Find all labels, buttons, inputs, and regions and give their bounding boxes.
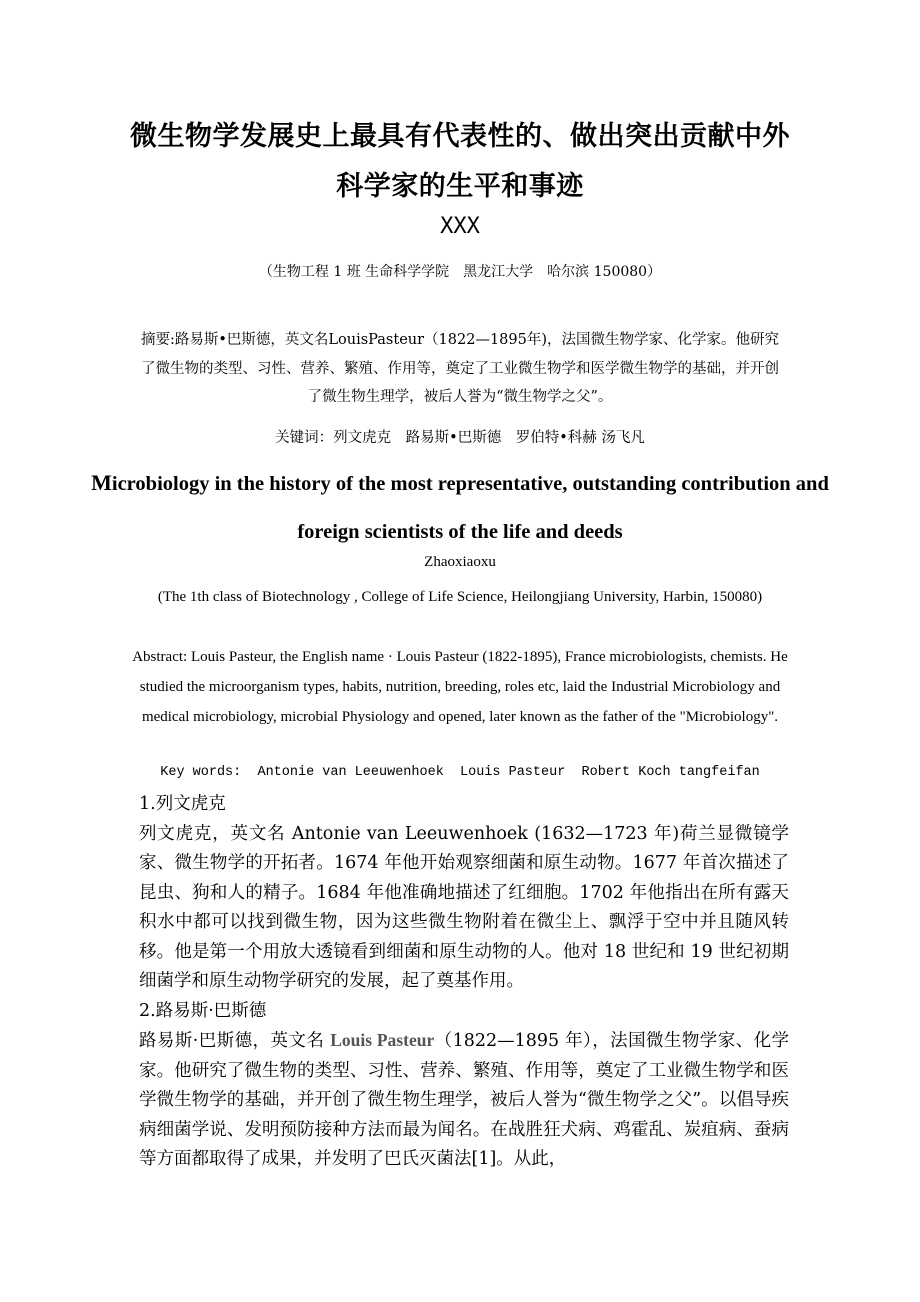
section-2-text-before: 路易斯·巴斯德，英文名 (139, 1031, 331, 1051)
english-keywords: Key words: Antonie van Leeuwenhoek Louis Pasteur Robert Koch tangfeifan (160, 765, 760, 780)
section-2-text-after: （1822—1895 年），法国微生物学家、化学家。他研究了微生物的类型、习性、营养、繁殖、作用等，奠定了工业微生物学和医学微生物学的基础，并开创了微生物生理学，被后人誉为“微生物学之父”。以倡导疾病细菌学说、发明预防接种方法而最为闻名。在战胜狂犬病、鸡霍乱、炭疽病、蚕病等方面都取得了成果，并发明了巴氏灭菌法[1]。从此， (139, 1031, 789, 1169)
english-title-rest: icrobiology in the history of the most representative, outstanding contribution and foreign scientists of the life and deeds (111, 473, 829, 543)
chinese-title: 微生物学发展史上最具有代表性的、做出突出贡献中外科学家的生平和事迹 (130, 121, 790, 202)
section-2-name-highlight: Louis Pasteur (330, 1030, 435, 1050)
section-1-heading: 1.列文虎克 (139, 794, 226, 814)
english-affiliation: (The 1th class of Biotechnology , College of Life Science, Heilongjiang University, Harbin, 150080) (157, 589, 763, 605)
english-author: Zhaoxiaoxu (424, 554, 496, 570)
section-2-heading: 2.路易斯·巴斯德 (139, 1000, 267, 1021)
chinese-keywords: 关键词：列文虎克 路易斯•巴斯德 罗伯特•科赫 汤飞凡 (275, 430, 645, 446)
section-2-paragraph (139, 1026, 789, 1175)
section-1-paragraph: 列文虎克，英文名 Antonie van Leeuwenhoek (1632—1723 年)荷兰显微镜学家、微生物学的开拓者。1674 年他开始观察细菌和原生动物。1677 年首次描述了昆虫、狗和人的精子。1684 年他准确地描述了红细胞。1702 年他指出在所有露天积水中都可以找到微生物，因为这些微生物附着在微尘上、飘浮于空中并且随风转移。他是第一个用放大透镜看到细菌和原生动物的人。他对 18 世纪和 19 世纪初期细菌学和原生动物学研究的发展，起了奠基作用。 (139, 823, 789, 991)
chinese-abstract: 摘要:路易斯•巴斯德，英文名LouisPasteur（1822—1895年)，法国微生物学家、化学家。他研究了微生物的类型、习性、营养、繁殖、作用等，奠定了工业微生物学和医学微生物学的基础，并开创了微生物生理学，被后人誉为“微生物学之父”。 (140, 332, 780, 405)
english-title (90, 459, 830, 556)
chinese-affiliation: （生物工程 1 班 生命科学学院 黑龙江大学 哈尔滨 150080） (258, 264, 662, 280)
body-content (139, 790, 789, 1175)
english-title-initial: M (91, 470, 112, 495)
chinese-author: XXX (440, 214, 480, 239)
english-abstract: Abstract: Louis Pasteur, the English name · Louis Pasteur (1822-1895), France microbiologists, chemists. He studied the microorganism types, habits, nutrition, breeding, roles etc, laid the Industrial Microbiology and medical microbiology, microbial Physiology and opened, later known as the father of the "Microbiology". (132, 649, 788, 725)
